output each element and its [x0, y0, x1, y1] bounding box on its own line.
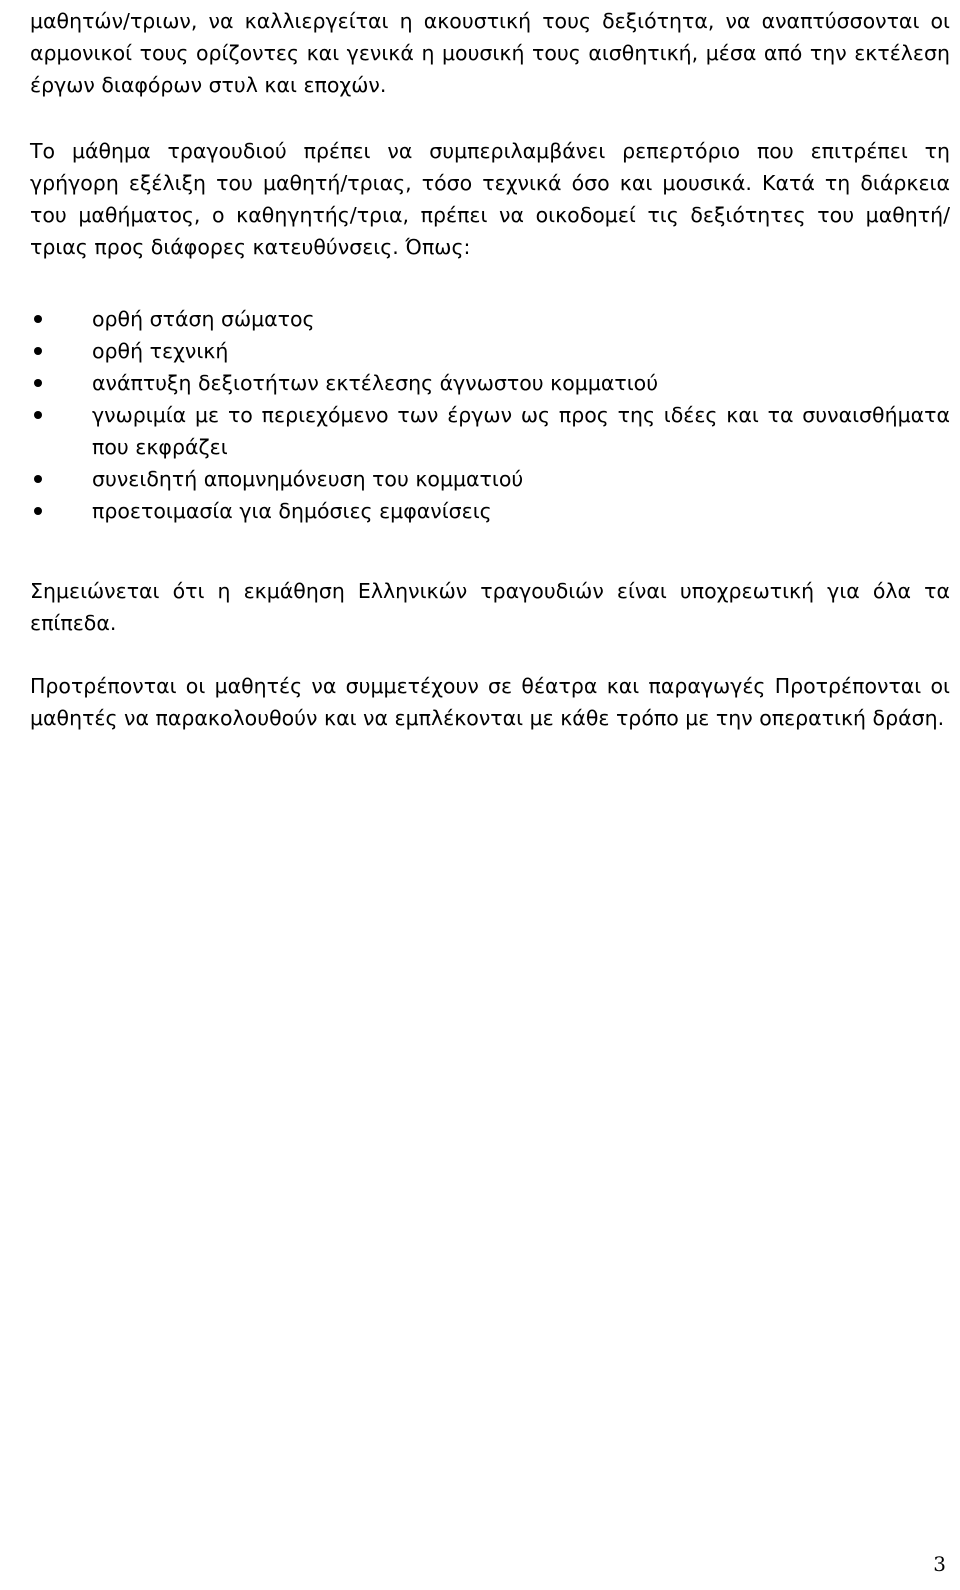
list-item-text: ορθή τεχνική	[92, 339, 229, 363]
bullet-dot-icon	[34, 347, 42, 355]
bullet-dot-icon	[34, 315, 42, 323]
list-item	[30, 463, 950, 495]
skills-bullet-list	[30, 303, 950, 527]
list-item	[30, 495, 950, 527]
list-item-text: προετοιμασία για δημόσιες εμφανίσεις	[92, 499, 492, 523]
list-item	[30, 303, 950, 335]
paragraph-greek-songs-note: Σημειώνεται ότι η εκμάθηση Ελληνικών τραγουδιών είναι υποχρεωτική για όλα τα επίπεδα.	[30, 579, 950, 635]
paragraph-theatre-participation: Προτρέπονται οι μαθητές να συμμετέχουν σε θέατρα και παραγωγές Προτρέπονται οι μαθητές να παρακολουθούν και να εμπλέκονται με κάθε τρόπο με την οπερατική δράση.	[30, 674, 950, 730]
list-item	[30, 399, 950, 463]
bullet-dot-icon	[34, 379, 42, 387]
list-item-text: ορθή στάση σώματος	[92, 307, 315, 331]
list-item	[30, 367, 950, 399]
bullet-dot-icon	[34, 507, 42, 515]
bullet-dot-icon	[34, 411, 42, 419]
page-number: 3	[933, 1552, 946, 1576]
bullet-dot-icon	[34, 475, 42, 483]
list-item	[30, 335, 950, 367]
list-item-text: συνειδητή απομνημόνευση του κομματιού	[92, 467, 524, 491]
list-item-text: ανάπτυξη δεξιοτήτων εκτέλεσης άγνωστου κομματιού	[92, 371, 659, 395]
list-item-text: γνωριμία με το περιεχόμενο των έργων ως προς της ιδέες και τα συναισθήματα που εκφράζει	[92, 403, 950, 459]
paragraph-singing-lesson: Το μάθημα τραγουδιού πρέπει να συμπεριλαμβάνει ρεπερτόριο που επιτρέπει τη γρήγορη εξέλιξη του μαθητή/τριας, τόσο τεχνικά όσο και μουσικά. Κατά τη διάρκεια του μαθήματος, ο καθηγητής/τρια, πρέπει να οικοδομεί τις δεξιότητες του μαθητή/τριας προς διάφορες κατευθύνσεις. Όπως:	[30, 139, 950, 259]
paragraph-intro-continued: μαθητών/τριων, να καλλιεργείται η ακουστική τους δεξιότητα, να αναπτύσσονται οι αρμονικοί τους ορίζοντες και γενικά η μουσική τους αισθητική, μέσα από την εκτέλεση έργων διαφόρων στυλ και εποχών.	[30, 9, 950, 97]
